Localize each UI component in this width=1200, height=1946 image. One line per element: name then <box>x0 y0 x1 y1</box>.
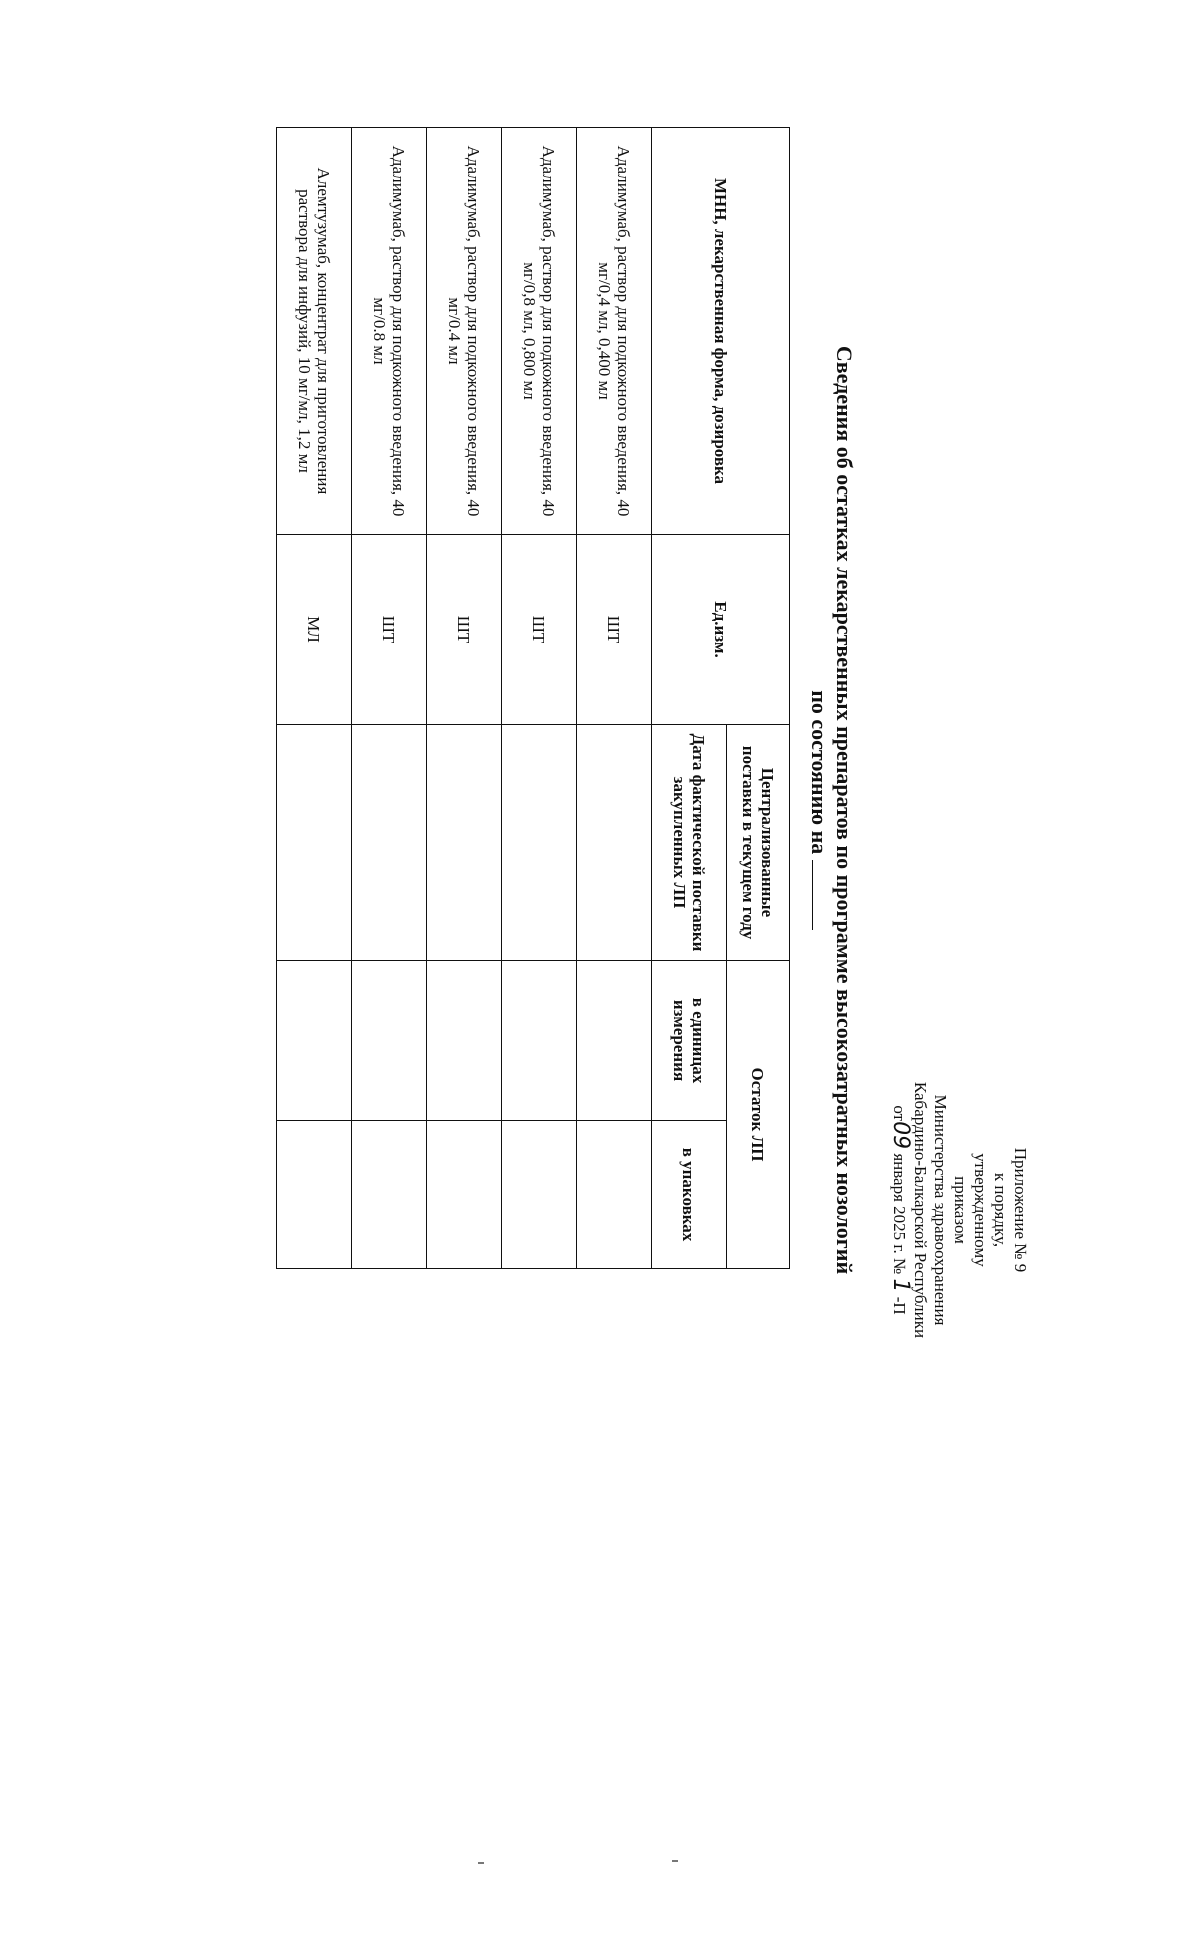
remainder-packs-cell[interactable] <box>277 1121 352 1269</box>
unit-cell: ШТ <box>502 535 577 725</box>
unit-cell: МЛ <box>277 535 352 725</box>
remainder-units-cell[interactable] <box>277 961 352 1121</box>
drug-name-cell: Адалимумаб, раствор для подкожного введения, 40 мг/0.4 мл <box>427 128 502 535</box>
header-in-units: в единицах измерения <box>652 961 727 1121</box>
ministry-name: Министерства здравоохранения <box>931 1094 950 1326</box>
order-date-line <box>888 1020 913 1400</box>
header-in-packs: в упаковках <box>652 1121 727 1269</box>
remainder-packs-cell[interactable] <box>427 1121 502 1269</box>
scan-speck <box>478 1862 484 1864</box>
appendix-line: утвержденному <box>971 1153 990 1267</box>
remainder-units-cell[interactable] <box>427 961 502 1121</box>
scan-speck <box>672 1860 678 1862</box>
unit-cell: ШТ <box>352 535 427 725</box>
table-row <box>502 128 577 1269</box>
republic-name: Кабардино-Балкарской Республики <box>911 1081 930 1339</box>
header-remainder: Остаток ЛП <box>727 961 790 1269</box>
order-prefix: от <box>890 1105 909 1122</box>
as-of-label: по состоянию на <box>807 690 832 855</box>
document-subtitle <box>808 230 830 1390</box>
drug-name-cell: Адалимумаб, раствор для подкожного введения, 40 мг/0.8 мл <box>352 128 427 535</box>
delivery-date-cell[interactable] <box>502 725 577 961</box>
delivery-date-cell[interactable] <box>427 725 502 961</box>
remainder-packs-cell[interactable] <box>502 1121 577 1269</box>
unit-cell: ШТ <box>427 535 502 725</box>
table-row <box>352 128 427 1269</box>
appendix-number: Приложение № 9 <box>1011 1147 1030 1273</box>
remainder-packs-cell[interactable] <box>352 1121 427 1269</box>
remainder-units-cell[interactable] <box>352 961 427 1121</box>
header-delivery-date: Дата фактической поставки закупленных ЛП <box>652 725 727 961</box>
table-row <box>427 128 502 1269</box>
appendix-line: приказом <box>951 1176 970 1244</box>
delivery-date-cell[interactable] <box>277 725 352 961</box>
order-number-handwritten: 1 <box>888 1278 913 1293</box>
remainder-units-cell[interactable] <box>577 961 652 1121</box>
unit-cell: ШТ <box>577 535 652 725</box>
header-unit: Ед.изм. <box>652 535 790 725</box>
order-day-handwritten: 09 <box>888 1121 913 1150</box>
appendix-line: к порядку, <box>991 1172 1010 1248</box>
document-title: Сведения об остатках лекарственных препаратов по программе высокозатратных нозологий <box>832 345 857 1275</box>
as-of-date-blank <box>812 860 829 930</box>
header-central-supply: Централизованные поставки в текущем году <box>727 725 790 961</box>
drug-remainder-table <box>276 127 790 1269</box>
remainder-packs-cell[interactable] <box>577 1121 652 1269</box>
delivery-date-cell[interactable] <box>352 725 427 961</box>
table-row <box>277 128 352 1269</box>
table-row <box>577 128 652 1269</box>
approval-block <box>889 1020 1030 1400</box>
delivery-date-cell[interactable] <box>577 725 652 961</box>
drug-name-cell: Адалимумаб, раствор для подкожного введения, 40 мг/0,8 мл, 0,800 мл <box>502 128 577 535</box>
drug-name-cell: Алемтузумаб, концентрат для приготовления раствора для инфузий, 10 мг/мл, 1,2 мл <box>277 128 352 535</box>
table-header-row <box>727 128 790 1269</box>
order-month-year: января 2025 г. № <box>890 1153 909 1275</box>
header-name: МНН, лекарственная форма, дозировка <box>652 128 790 535</box>
drug-name-cell: Адалимумаб, раствор для подкожного введения, 40 мг/0,4 мл, 0,400 мл <box>577 128 652 535</box>
remainder-units-cell[interactable] <box>502 961 577 1121</box>
order-suffix: -П <box>890 1296 909 1315</box>
